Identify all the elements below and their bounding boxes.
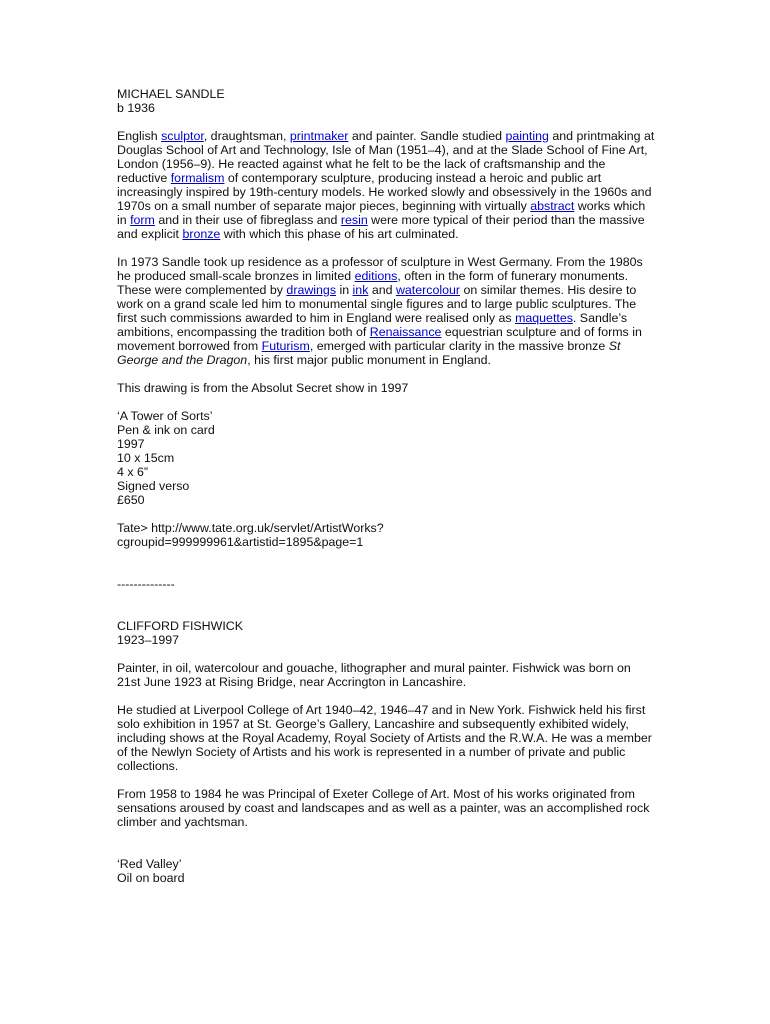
bio-paragraph-2 (117, 255, 657, 367)
link-editions[interactable]: editions (354, 269, 398, 283)
artist-header-sandle (117, 87, 657, 115)
link-printmaker[interactable]: printmaker (289, 129, 349, 143)
link-renaissance[interactable]: Renaissance (369, 325, 442, 339)
tate-line-1: Tate> http://www.tate.org.uk/servlet/ArtistWorks? (117, 521, 384, 535)
bio-text: equestrian sculpture and of forms in movement borrowed from (117, 325, 642, 353)
work-size-cm: 10 x 15cm (117, 451, 175, 465)
bio-text: , his first major public monument in England. (247, 353, 491, 367)
spacer (117, 843, 657, 857)
artist-dates: 1923–1997 (117, 633, 180, 647)
work-signed: Signed verso (117, 479, 190, 493)
fishwick-paragraph-1: Painter, in oil, watercolour and gouache, lithographer and mural painter. Fishwick was born on 21st June 1923 at Rising Bridge, near Accrington in Lancashire. (117, 661, 631, 689)
bio-paragraph-1 (117, 129, 657, 241)
artwork-title-italic: St George and the Dragon (117, 339, 621, 367)
artist-name: CLIFFORD FISHWICK (117, 619, 243, 633)
fishwick-paragraph-3: From 1958 to 1984 he was Principal of Exeter College of Art. Most of his works originated from sensations aroused by coast and landscapes and as well as a painter, was an accomplished rock climber and yachtsman. (117, 787, 650, 829)
work-medium: Pen & ink on card (117, 423, 215, 437)
link-painting[interactable]: painting (505, 129, 549, 143)
work-title: ‘A Tower of Sorts’ (117, 409, 213, 423)
bio-text: and printmaking at Douglas School of Art and Technology, Isle of Man (1951–4), and at the Slade School of Fine Art, London (1956–9). He reacted against what he felt to be the lack of craftsmanship and the reductive (117, 129, 655, 185)
work-size-in: 4 x 6” (117, 465, 148, 479)
spacer (117, 563, 657, 577)
link-ink[interactable]: ink (352, 283, 369, 297)
spacer (117, 605, 657, 619)
bio-text: and painter. Sandle studied (348, 129, 506, 143)
work-price: £650 (117, 493, 145, 507)
link-futurism[interactable]: Futurism (261, 339, 310, 353)
bio-text: were more typical of their period than the massive and explicit (117, 213, 645, 241)
bio-text: of contemporary sculpture, producing instead a heroic and public art increasingly inspired by 19th-century models. He worked slowly and obsessively in the 1960s and 1970s on a small number of separate major pieces, beginning with virtually (117, 171, 652, 213)
link-form[interactable]: form (130, 213, 155, 227)
section-separator: -------------- (117, 577, 175, 591)
work-details-fishwick (117, 857, 657, 885)
tate-line-2: cgroupid=999999961&artistid=1895&page=1 (117, 535, 364, 549)
bio-text: on similar themes. His desire to work on a grand scale led him to monumental single figures and to large public sculptures. The first such commissions awarded to him in England were realised only as (117, 283, 637, 325)
bio-text: English (117, 129, 162, 143)
link-maquettes[interactable]: maquettes (515, 311, 573, 325)
bio-text: works which in (117, 199, 646, 227)
bio-text: In 1973 Sandle took up residence as a professor of sculpture in West Germany. From the 1980s he produced small-scale bronzes in limited (117, 255, 643, 283)
fishwick-paragraph-2: He studied at Liverpool College of Art 1940–42, 1946–47 and in New York. Fishwick held his first solo exhibition in 1957 at St. George’s Gallery, Lancashire and subsequently exhibited widely, including shows at the Royal Academy, Royal Society of Artists and the R.W.A. He was a member of the Newlyn Society of Artists and his work is represented in a number of private and public collections. (117, 703, 652, 773)
link-watercolour[interactable]: watercolour (395, 283, 460, 297)
artist-dates: b 1936 (117, 101, 155, 115)
artist-name: MICHAEL SANDLE (117, 87, 225, 101)
link-abstract[interactable]: abstract (530, 199, 575, 213)
exhibition-note: This drawing is from the Absolut Secret show in 1997 (117, 381, 409, 395)
work-year: 1997 (117, 437, 145, 451)
link-drawings[interactable]: drawings (286, 283, 337, 297)
work-title: ‘Red Valley’ (117, 857, 182, 871)
bio-text: in (336, 283, 353, 297)
link-resin[interactable]: resin (340, 213, 368, 227)
work-medium: Oil on board (117, 871, 185, 885)
link-formalism[interactable]: formalism (170, 171, 225, 185)
artist-header-fishwick (117, 619, 657, 647)
link-sculptor[interactable]: sculptor (161, 129, 204, 143)
bio-text: and in their use of fibreglass and (154, 213, 341, 227)
bio-text: , often in the form of funerary monuments. These were complemented by (117, 269, 629, 297)
bio-text: , emerged with particular clarity in the massive bronze (309, 339, 609, 353)
link-bronze[interactable]: bronze (182, 227, 221, 241)
tate-reference (117, 521, 657, 549)
bio-text: with which this phase of his art culminated. (220, 227, 459, 241)
bio-text: . Sandle’s ambitions, encompassing the tradition both of (117, 311, 628, 339)
work-details-sandle (117, 409, 657, 507)
bio-text: , draughtsman, (203, 129, 290, 143)
bio-text: and (368, 283, 396, 297)
document-page (117, 87, 657, 899)
